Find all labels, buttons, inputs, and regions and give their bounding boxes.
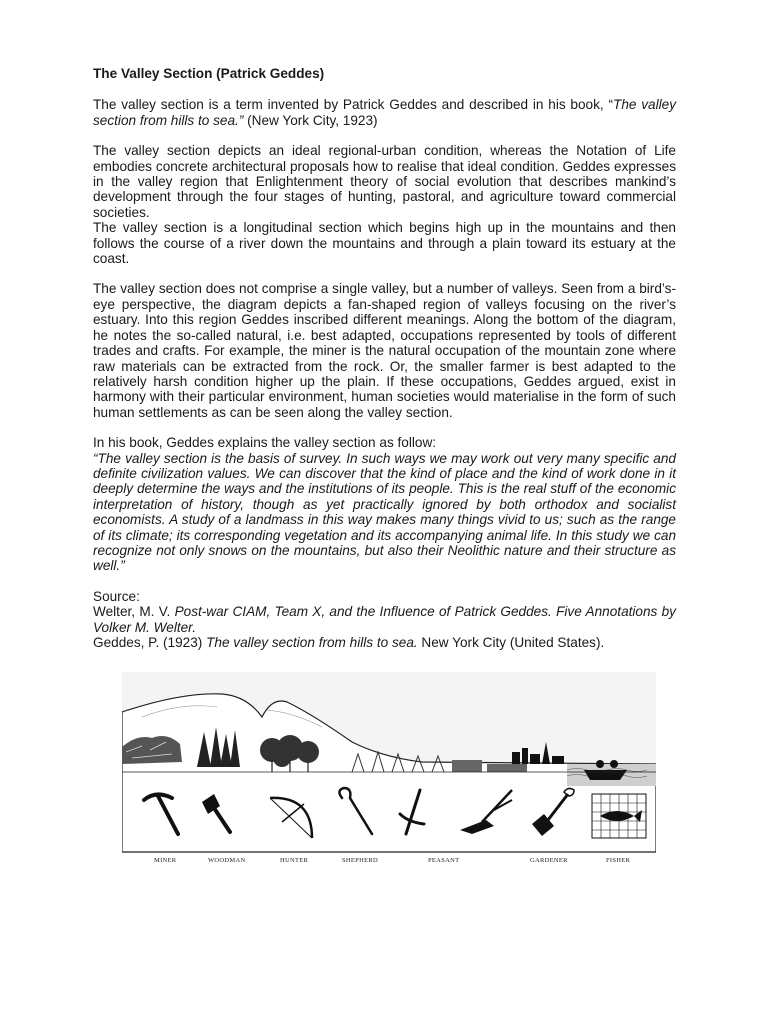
- label-woodman: WOODMAN: [208, 857, 246, 864]
- label-peasant: PEASANT: [428, 857, 460, 864]
- intro-book-title: The valley section from hills to sea.”: [93, 97, 676, 128]
- paragraph-3: The valley section does not comprise a single valley, but a number of valleys. Seen from a bird’s-eye perspective, the diagram depicts a fan-shaped region of valleys focusing on the river’s estuary. Into this region Geddes inscribed different meanings. Along the bottom of the diagram, he notes the so-called natural, i.e. best adapted, occupations represented by tools of different trades and crafts. For example, the miner is the natural occupation of the mountain zone where raw materials can be extracted from the rock. Or, the smaller farmer is best adapted to the relatively harsh condition higher up the plain. If these occupations, Geddes argued, exist in harmony with their particular environment, human societies would materialise in the form of such human settlements as can be seen along the valley section.: [93, 281, 676, 420]
- source-label: Source:: [93, 588, 140, 604]
- paragraph-2: The valley section is a longitudinal section which begins high up in the mountains and then follows the course of a river down the mountains and through a plain toward its estuary at the coast.: [93, 220, 676, 267]
- ref2-rest: New York City (United States).: [417, 635, 605, 650]
- document-page: [93, 66, 676, 650]
- paragraph-4-intro: In his book, Geddes explains the valley section as follow:: [93, 435, 437, 451]
- source-ref-1: [93, 604, 676, 635]
- ref2-title: The valley section from hills to sea.: [206, 635, 418, 650]
- valley-section-figure: [122, 672, 656, 872]
- label-miner: MINER: [154, 857, 177, 864]
- ref1-author: Welter, M. V.: [93, 604, 175, 620]
- source-ref-2: [93, 635, 676, 650]
- geddes-quote: “The valley section is the basis of survey. In such ways we may work out very many specific and definite civilization values. We can discover that the kind of place and the kind of work done in it deeply determine the ways and the institutions of its people. This is the real stuff of the economic interpretation of history, though as yet practically ignored by both orthodox and socialist economists. A study of a landmass in this way makes many things vivid to us; such as the range of its climate; its corresponding vegetation and its accompanying animal life. In this study we can recognize not only snows on the mountains, but also their Neolithic nature and their structure as well.”: [93, 450, 676, 574]
- intro-text-a: The valley section is a term invented by Patrick Geddes and described in his book, “: [93, 97, 614, 113]
- fishing-boat: [584, 770, 627, 780]
- label-fisher: FISHER: [606, 857, 631, 864]
- page-title: The Valley Section (Patrick Geddes): [93, 66, 325, 81]
- paragraph-1: The valley section depicts an ideal regional-urban condition, whereas the Notation of Life embodies concrete architectural proposals how to realise that ideal condition. Geddes expresses in the valley region that Enlightenment theory of social evolution that describes mankind’s development through the four stages of hunting, pastoral, and agriculture toward commercial societies.: [93, 143, 676, 220]
- intro-text-b: (New York City, 1923): [243, 112, 378, 128]
- label-hunter: HUNTER: [280, 857, 309, 864]
- ref2-author: Geddes, P. (1923): [93, 635, 207, 650]
- intro-paragraph: [93, 97, 676, 128]
- label-shepherd: SHEPHERD: [342, 857, 378, 864]
- ref1-title: Post-war CIAM, Team X, and the Influence of Patrick Geddes. Five Annotations by Volker M. Welter.: [93, 604, 676, 635]
- label-gardener: GARDENER: [530, 857, 568, 864]
